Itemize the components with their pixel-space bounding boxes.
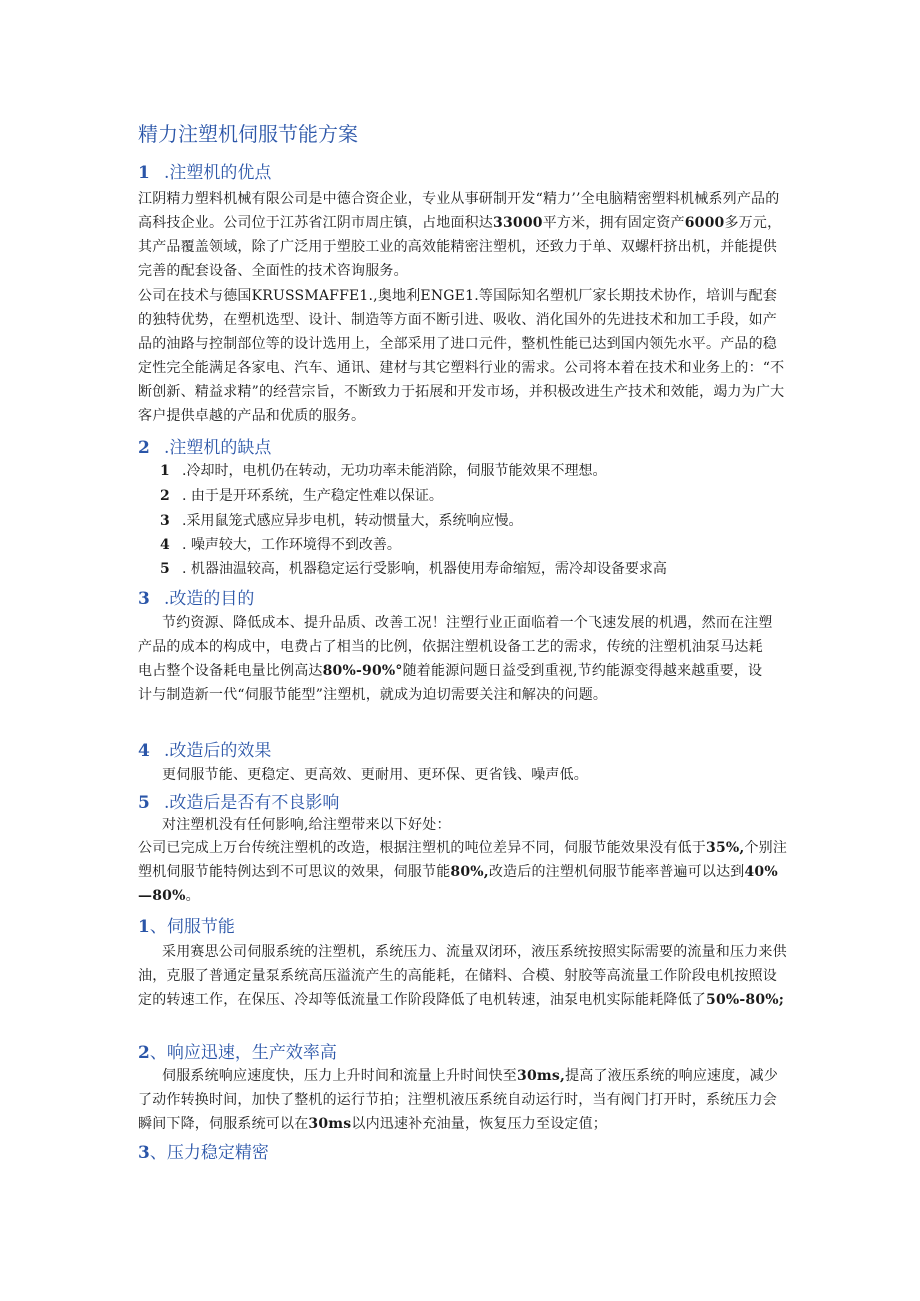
heading-s3 <box>138 584 254 609</box>
heading-s4-text: .改造后的效果 <box>164 741 272 761</box>
heading-benefit-2 <box>138 1038 337 1063</box>
heading-benefit-3-num: 3 <box>138 1143 150 1163</box>
s5-paragraph-1: 对注塑机没有任何影响,给注塑带来以下好处： <box>162 817 451 833</box>
heading-benefit-1 <box>138 912 235 937</box>
heading-s2 <box>138 433 271 458</box>
bold-figure: 40%—80% <box>138 864 778 904</box>
list-item: 3 .采用鼠笼式感应异步电机，转动惯量大，系统响应慢。 <box>160 513 523 529</box>
heading-benefit-2-text: 、响应迅速，生产效率高 <box>149 1043 337 1063</box>
bold-figure: 30ms, <box>517 1068 566 1084</box>
s5-paragraph-2: 公司已完成上万台传统注塑机的改造，根据注塑机的吨位差异不同，伺服节能效果没有低于35%,个别注塑机伺服节能特例达到不可思议的效果，伺服节能80%,改造后的注塑机伺服节能率普遍可以达到40%—80%。 <box>138 840 788 904</box>
list-item: 5 . 机器油温较高，机器稳定运行受影响，机器使用寿命缩短，需冷却设备要求高 <box>160 561 667 577</box>
heading-benefit-3-text: 、压力稳定精密 <box>149 1143 269 1163</box>
heading-s1 <box>138 158 271 183</box>
list-item: 1 .冷却时，电机仍在转动，无功功率未能消除，伺服节能效果不理想。 <box>160 463 607 479</box>
heading-s1-num: 1 <box>138 163 150 183</box>
heading-s3-num: 3 <box>138 589 150 609</box>
s3-paragraph: 节约资源、降低成本、提升品质、改善工况！注塑行业正面临着一个飞速发展的机遇，然而在注塑产品的成本的构成中，电费占了相当的比例，依据注塑机设备工艺的需求，传统的注塑机油泵马达耗电占整个设备耗电量比例高达80%-90%°随着能源问题日益受到重视,节约能源变得越来越重要，设计与制造新一代“伺服节能型”注塑机，就成为迫切需要关注和解决的问题。 <box>138 615 773 703</box>
heading-benefit-2-num: 2 <box>138 1043 150 1063</box>
bold-figure: 33000 <box>493 215 543 231</box>
doc-title: 精力注塑机伺服节能方案 <box>138 122 358 146</box>
s1-paragraph-2: 公司在技术与德国KRUSSMAFFE1.,奥地利ENGE1.等国际知名塑机厂家长期技术协作，培训与配套的独特优势，在塑机选型、设计、制造等方面不断引进、吸收、消化国外的先进技术和加工手段，如产品的油路与控制部位等的设计选用上，全部采用了进口元件，整机性能已达到国内领先水平。产品的稳定性完全能满足各家电、汽车、通讯、建材与其它塑料行业的需求。公司将本着在技术和业务上的：“不断创新、精益求精”的经营宗旨，不断致力于拓展和开发市场，并积极改进生产技术和效能，竭力为广大客户提供卓越的产品和优质的服务。 <box>138 288 785 424</box>
benefit-1-paragraph: 采用赛思公司伺服系统的注塑机，系统压力、流量双闭环，液压系统按照实际需要的流量和压力来供油，克服了普通定量泵系统高压溢流产生的高能耗，在储料、合模、射胶等高流量工作阶段电机按照设定的转速工作，在保压、冷却等低流量工作阶段降低了电机转速，油泵电机实际能耗降低了50%-80%; <box>138 944 787 1008</box>
heading-s1-text: .注塑机的优点 <box>164 163 272 183</box>
list-item: 4 . 噪声较大，工作环境得不到改善。 <box>160 537 401 553</box>
bold-figure: 30ms <box>308 1116 352 1132</box>
bold-figure: 6000 <box>684 215 725 231</box>
heading-s3-text: .改造的目的 <box>164 589 255 609</box>
heading-benefit-1-text: 、伺服节能 <box>149 917 235 937</box>
s4-paragraph: 更伺服节能、更稳定、更高效、更耐用、更环保、更省钱、噪声低。 <box>162 767 588 783</box>
heading-s5-text: .改造后是否有不良影响 <box>164 793 340 813</box>
bold-figure: 35%, <box>706 840 745 856</box>
heading-s5-num: 5 <box>138 793 150 813</box>
heading-s5 <box>138 788 339 813</box>
heading-benefit-3 <box>138 1138 269 1163</box>
bold-figure: 50%-80%; <box>706 992 785 1008</box>
heading-s4 <box>138 736 271 761</box>
heading-benefit-1-num: 1 <box>138 917 150 937</box>
heading-s4-num: 4 <box>138 741 150 761</box>
benefit-2-paragraph: 伺服系统响应速度快，压力上升时间和流量上升时间快至30ms,提高了液压系统的响应速度，减少了动作转换时间，加快了整机的运行节拍；注塑机液压系统自动运行时，当有阀门打开时，系统压力会瞬间下降，伺服系统可以在30ms以内迅速补充油量，恢复压力至设定值； <box>138 1068 779 1132</box>
bold-figure: 80%-90%° <box>322 663 403 679</box>
s1-paragraph-1: 江阴精力塑料机械有限公司是中德合资企业，专业从事研制开发“精力’’全电脑精密塑料机械系列产品的高科技企业。公司位于江苏省江阴市周庄镇，占地面积达33000平方米，拥有固定资产6000多万元，其产品覆盖领域，除了广泛用于塑胶工业的高效能精密注塑机，还致力于单、双螺杆挤出机，并能提供完善的配套设备、全面性的技术咨询服务。 <box>138 191 782 279</box>
heading-s2-num: 2 <box>138 438 150 458</box>
heading-s2-text: .注塑机的缺点 <box>164 438 272 458</box>
bold-figure: 80%, <box>450 864 489 880</box>
list-item: 2 . 由于是开环系统，生产稳定性难以保证。 <box>160 488 443 504</box>
